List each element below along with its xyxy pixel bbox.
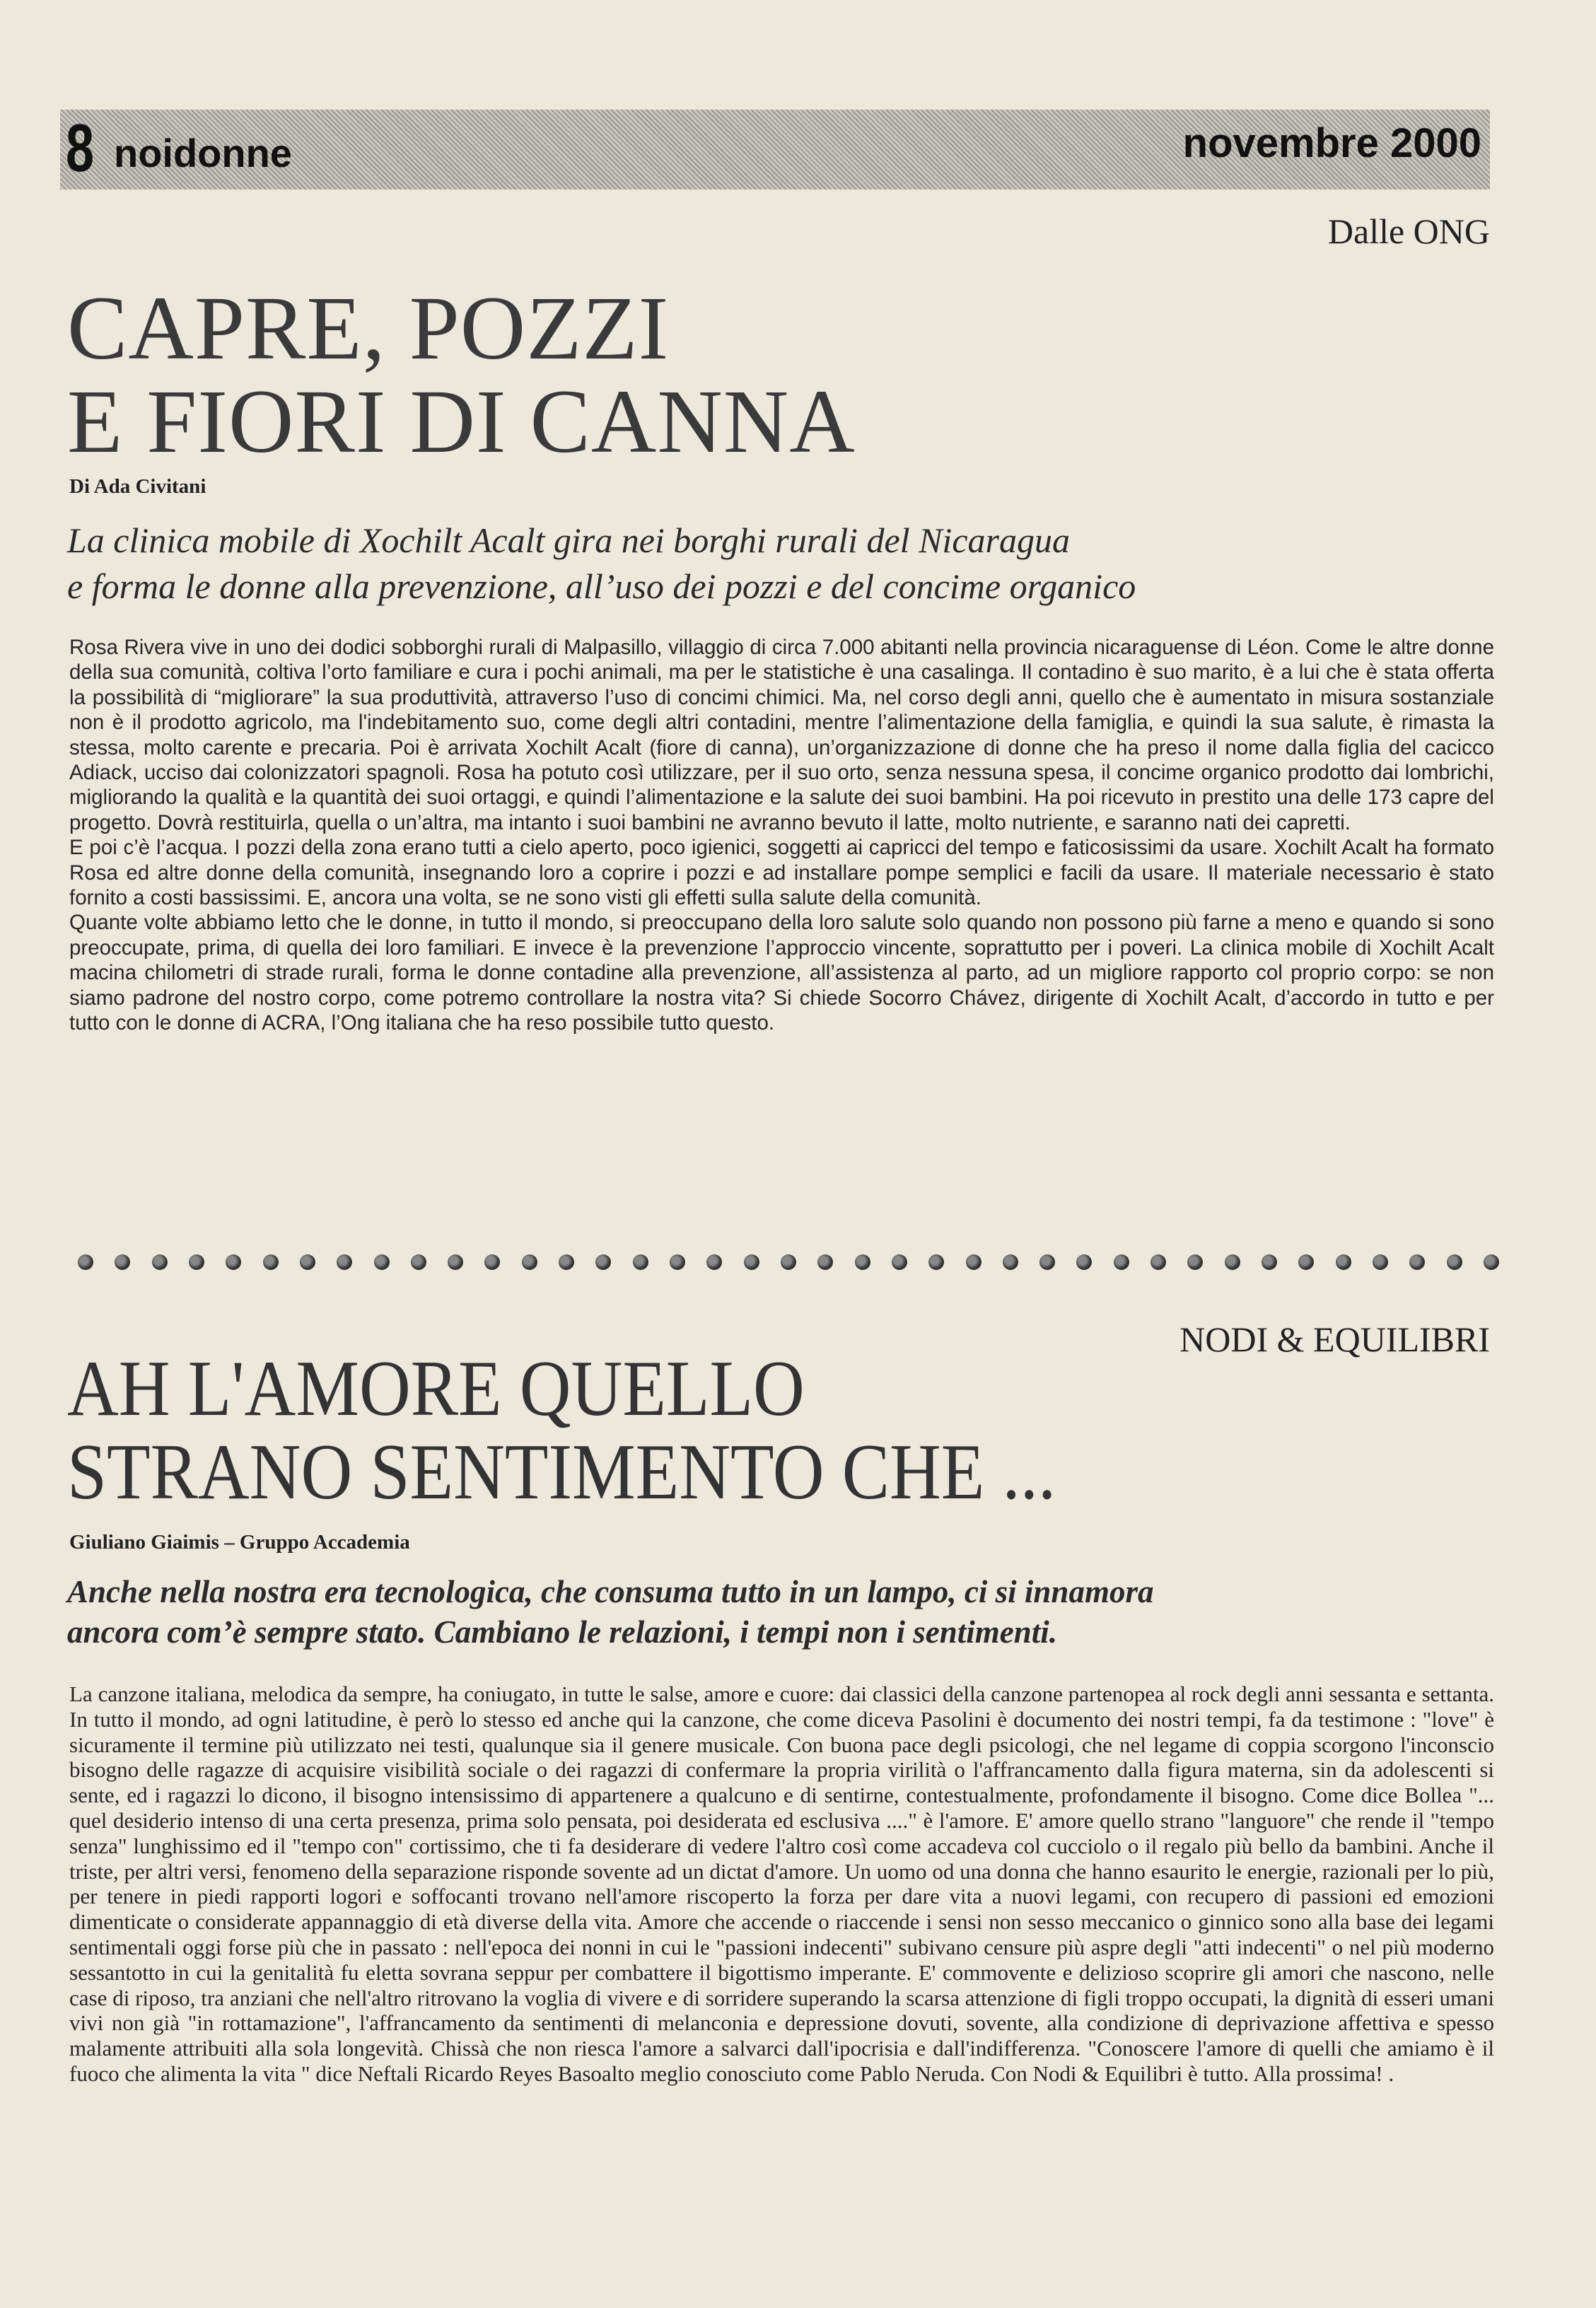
article1-byline: Di Ada Civitani [69,475,206,498]
divider-dot [78,1254,93,1270]
article1-standfirst-line2: e forma le donne alla prevenzione, all’uso dei pozzi e del concime organico [67,566,1136,606]
divider-dot [1409,1254,1425,1270]
divider-dot [1151,1254,1166,1270]
divider-dot [1298,1254,1314,1270]
article1-body [69,635,1494,1036]
divider-dot [1225,1254,1240,1270]
divider-dot [670,1254,685,1270]
divider-dot [855,1254,870,1270]
divider-dot [781,1254,796,1270]
divider-dot [300,1254,315,1270]
article1-paragraph: Rosa Rivera vive in uno dei dodici sobborghi rurali di Malpasillo, villaggio di circa 7.000 abitanti nella provincia nicaraguense di Léon. Come le altre donne della sua comunità, coltiva l’orto familiare e cura i pochi animali, ma per le statistiche è una casalinga. Il contadino è suo marito, è a lui che è stata offerta la possibilità di “migliorare” la sua produttività, attraverso l’uso di concimi chimici. Ma, nel corso degli anni, quello che è aumentato in misura sostanziale non è il prodotto agricolo, ma l'indebitamento suo, come degli altri contadini, mentre l’alimentazione della famiglia, e quindi la sua salute, è rimasta la stessa, molto carente e precaria. Poi è arrivata Xochilt Acalt (fiore di canna), un’organizzazione di donne che ha preso il nome dalla figlia del cacicco Adiack, ucciso dai colonizzatori spagnoli. Rosa ha potuto così utilizzare, per il suo orto, senza nessuna spesa, il concime organico prodotto dai lombrichi, migliorando la qualità e la quantità dei suoi ortaggi, e quindi l’alimentazione e la salute dei suoi bambini. Ha poi ricevuto in prestito una delle 173 capre del progetto. Dovrà restituirla, quella o un’altra, ma intanto i suoi bambini ne avranno bevuto il latte, molto nutriente, e saranno nati dei capretti. [69,636,1494,834]
divider-dot [817,1254,833,1270]
divider-dot [1336,1254,1351,1270]
article2-body [69,1682,1494,2087]
masthead-left [66,111,292,186]
article2-byline: Giuliano Giaimis – Gruppo Accademia [69,1531,410,1554]
divider-dot [1373,1254,1388,1270]
article2-standfirst [67,1572,1411,1653]
divider-dot [1262,1254,1277,1270]
divider-dot [522,1254,537,1270]
divider-dot [559,1254,574,1270]
divider-dot [189,1254,204,1270]
issue-date: novembre 2000 [1182,120,1481,166]
article1-headline-line1: CAPRE, POZZI [67,278,670,378]
article2-headline-line2: STRANO SENTIMENTO CHE ... [67,1428,1056,1516]
divider-dot [1484,1254,1499,1270]
divider-dot [1114,1254,1129,1270]
divider-dot [892,1254,907,1270]
divider-dot [744,1254,759,1270]
divider-dot [337,1254,352,1270]
article1-section-label: Dalle ONG [1327,211,1490,251]
article1-headline [67,278,856,472]
divider-dot [966,1254,982,1270]
article2-standfirst-line1: Anche nella nostra era tecnologica, che consuma tutto in un lampo, ci si innamora [67,1574,1154,1609]
divider-dot [263,1254,279,1270]
divider-dot [1447,1254,1462,1270]
divider-dot [226,1254,241,1270]
divider-dot [1039,1254,1055,1270]
divider-dot [152,1254,168,1270]
divider-dot [374,1254,390,1270]
divider-dot [1076,1254,1092,1270]
article2-paragraph: La canzone italiana, melodica da sempre, ha coniugato, in tutte le salse, amore e cuore: dai classici della canzone partenopea al rock degli anni sessanta e settanta. In tutto il mondo, ad ogni latitudine, è però lo stesso ed anche qui la canzone, che come diceva Pasolini è documento dei nostri tempi, fa da testimone : "love" è sicuramente il termine più utilizzato nei testi, qualunque sia il genere musicale. Con buona pace degli psicologi, che nel legame di coppia scorgono l'inconscio bisogno delle ragazze di acquisire visibilità sociale o dei ragazzi di confermare la propria virilità o l'affrancamento dalla figura materna, sin da adolescenti si sente, ed i ragazzi lo dicono, il bisogno intensissimo di appartenere a qualcuno e di sentirne, contestualmente, profondamente il bisogno. Come dice Bollea "... quel desiderio intenso di una certa presenza, prima solo pensata, poi desiderata ed esclusiva ...." è l'amore. E' amore quello strano "languore" che rende il "tempo senza" lunghissimo ed il "tempo con" cortissimo, che ti fa desiderare di vedere l'altro così come accadeva col cucciolo o il regalo più bello da bambini. Anche il triste, per altri versi, fenomeno della separazione risponde sovente ad un dictat d'amore. Un uomo od una donna che hanno esaurito le energie, razionali per lo più, per tenere in piedi rapporti logori e soffocanti trovano nell'amore riscoperto la forza per dare vita a nuovi legami, con recupero di passioni ed emozioni dimenticate o considerate appannaggio di età diverse della vita. Amore che accende o riaccende i sensi non sesso meccanico o ginnico sono alla base dei legami sentimentali oggi forse più che in passato : nell'epoca dei nonni in cui le "passioni indecenti" subivano censure più aspre degli "atti indecenti" o nel più moderno sessantotto in cui la genitalità fu eletta sovrana seppur per combattere il bigottismo imperante. E' commovente e delizioso scoprire gli amori che nascono, nelle case di riposo, tra anziani che nell'altro ritrovano la voglia di vivere e di sorridere superando la scarsa attenzione di figli troppo occupati, la dignità di esseri umani vivi non già "in rottamazione", l'affrancamento da sentimenti di melanconia e depressione dovuti, sovente, alla condizione di deprivazione affettiva e spesso malamente attribuiti alla sola longevità. Chissà che non riesca l'amore a salvarci dall'ipocrisia e dall'indifferenza. "Conoscere l'amore di quelli che amiamo è il fuoco che alimenta la vita " dice Neftali Ricardo Reyes Basoalto meglio conosciuto come Pablo Neruda. Con Nodi & Equilibri è tutto. Alla prossima! . [69,1682,1494,2086]
article1-standfirst-line1: La clinica mobile di Xochilt Acalt gira nei borghi rurali del Nicaragua [67,520,1070,560]
publication-name: noidonne [114,131,292,175]
divider-dot [1003,1254,1018,1270]
divider-dot [595,1254,611,1270]
article2-headline [67,1347,1056,1514]
dotted-divider [78,1254,1499,1270]
article2-headline-line1: AH L'AMORE QUELLO [67,1345,805,1433]
divider-dot [928,1254,944,1270]
article1-headline-line2: E FIORI DI CANNA [67,371,856,472]
divider-dot [633,1254,648,1270]
divider-dot [411,1254,426,1270]
divider-dot [1187,1254,1203,1270]
article2-standfirst-line2: ancora com’è sempre stato. Cambiano le relazioni, i tempi non i sentimenti. [67,1614,1058,1650]
divider-dot [484,1254,500,1270]
page-number: 8 [66,110,95,186]
masthead-bar [60,110,1490,190]
article1-standfirst [67,518,1510,610]
article1-paragraph: Quante volte abbiamo letto che le donne, in tutto il mondo, si preoccupano della loro salute solo quando non possono più farne a meno e quando si sono preoccupate, prima, di quella dei loro familiari. E invece è la prevenzione l’approccio vincente, soprattutto per i poveri. La clinica mobile di Xochilt Acalt macina chilometri di strade rurali, forma le donne contadine alla prevenzione, all’assistenza al parto, ad un migliore rapporto col proprio corpo: se non siamo padrone del nostro corpo, come potremo controllare la nostra vita? Si chiede Socorro Chávez, dirigente di Xochilt Acalt, d’accordo in tutto e per tutto con le donne di ACRA, l’Ong italiana che ha reso possibile tutto questo. [69,911,1494,1035]
article1-paragraph: E poi c’è l’acqua. I pozzi della zona erano tutti a cielo aperto, poco igienici, soggetti ai capricci del tempo e faticosissimi da usare. Xochilt Acalt ha formato Rosa ed altre donne della comunità, insegnando loro a coprire i pozzi e ad installare pompe semplici e facili da usare. Il materiale necessario è stato fornito a costi bassissimi. E, ancora una volta, se ne sono visti gli effetti sulla salute della comunità. [69,836,1494,910]
divider-dot [115,1254,130,1270]
article2-section-label: NODI & EQUILIBRI [1179,1319,1490,1359]
divider-dot [448,1254,463,1270]
divider-dot [706,1254,722,1270]
